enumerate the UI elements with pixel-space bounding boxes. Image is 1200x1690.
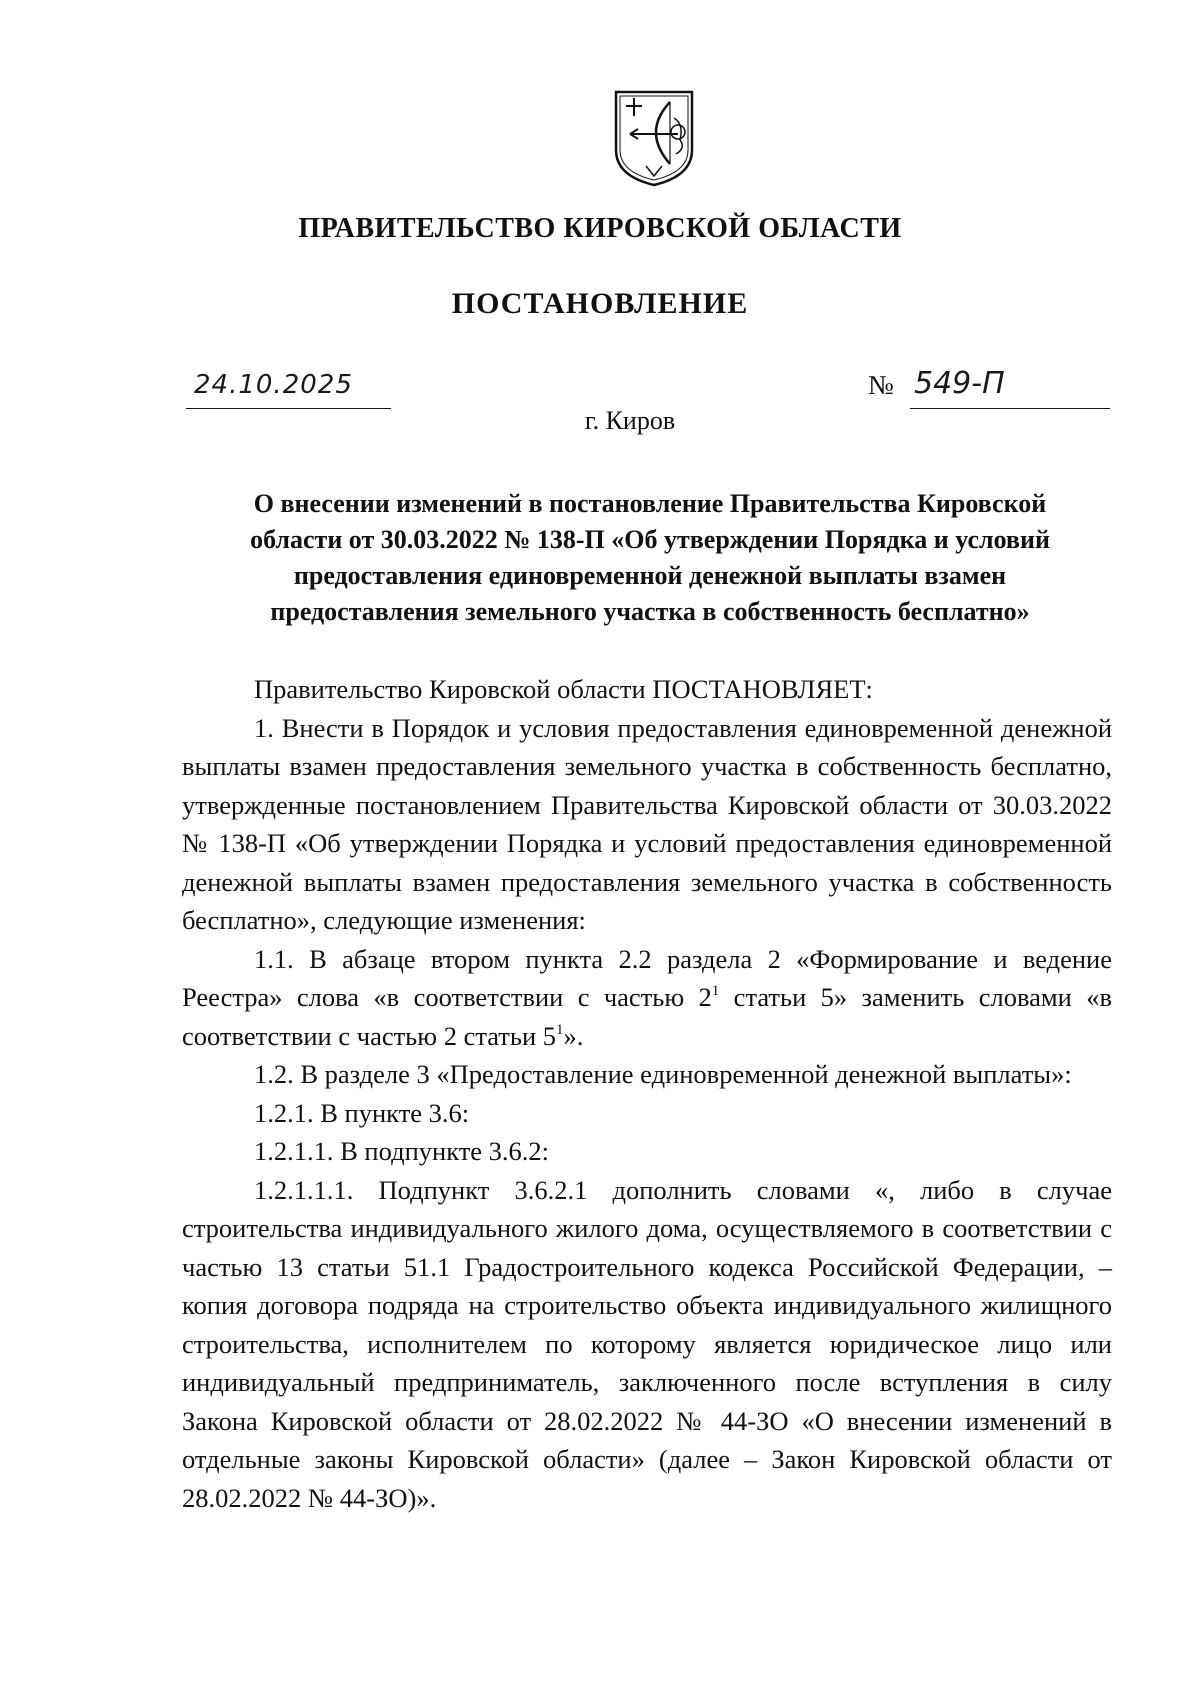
- title-line: области от 30.03.2022 № 138-П «Об утверждении Порядка и условий: [250, 525, 1050, 554]
- paragraph-1-2: 1.2. В разделе 3 «Предоставление единовременной денежной выплаты»:: [254, 1059, 1072, 1089]
- document-type: ПОСТАНОВЛЕНИЕ: [451, 287, 749, 320]
- title-line: О внесении изменений в постановление Правительства Кировской: [253, 489, 1047, 518]
- handwritten-date: 24.10.2025: [194, 370, 353, 400]
- date-field: [186, 370, 391, 409]
- paragraph-1-1: [182, 940, 1112, 1056]
- coat-of-arms-icon: [612, 88, 696, 188]
- text-fragment: 1.1. В абзаце втором пункта 2.2 раздела 2 «Формирование и ведение Реестра» слова «в соответствии с частью 2: [182, 943, 1112, 1012]
- number-field: [910, 366, 1110, 409]
- paragraph-1: 1. Внести в Порядок и условия предоставления единовременной денежной выплаты взамен предоставления земельного участка в собственность бесплатно, утвержденные постановлением Правительства Кировской области от 30.03.2022 № 138-П «Об утверждении Порядка и условий предоставления единовременной денежной выплаты взамен предоставления земельного участка в собственность бесплатно», следующие изменения:: [182, 712, 1112, 935]
- superscript: 1: [556, 1021, 564, 1038]
- document-title: [190, 486, 1110, 630]
- title-line: предоставления земельного участка в собственность бесплатно»: [270, 597, 1030, 626]
- paragraph-1-2-1-1: 1.2.1.1. В подпункте 3.6.2:: [254, 1136, 550, 1166]
- title-line: предоставления единовременной денежной выплаты взамен: [293, 561, 1007, 590]
- text-fragment: статьи 5» заменить словами «в соответствии с частью 2 статьи 5: [182, 982, 1112, 1051]
- paragraph-1-2-1-1-1: 1.2.1.1.1. Подпункт 3.6.2.1 дополнить словами «, либо в случае строительства индивидуального жилого дома, осуществляемого в соответствии с частью 13 статьи 51.1 Градостроительного кодекса Российской Федерации, – копия договора подряда на строительство объекта индивидуального жилищного строительства, исполнителем по которому является юридическое лицо или индивидуальный предприниматель, заключенного после вступления в силу Закона Кировской области от 28.02.2022 № 44-ЗО «О внесении изменений в отдельные законы Кировской области» (далее – Закон Кировской области от 28.02.2022 № 44-ЗО)».: [182, 1174, 1112, 1513]
- number-sign: №: [868, 370, 894, 400]
- document-body: [182, 670, 1112, 1517]
- org-name: ПРАВИТЕЛЬСТВО КИРОВСКОЙ ОБЛАСТИ: [298, 213, 902, 244]
- text-fragment: ».: [563, 1020, 584, 1051]
- city: г. Киров: [584, 406, 676, 435]
- handwritten-number: 549-П: [914, 366, 1005, 401]
- superscript: 1: [711, 983, 720, 1000]
- paragraph-1-2-1: 1.2.1. В пункте 3.6:: [254, 1097, 470, 1128]
- intro-paragraph: Правительство Кировской области ПОСТАНОВЛЯЕТ:: [254, 674, 873, 704]
